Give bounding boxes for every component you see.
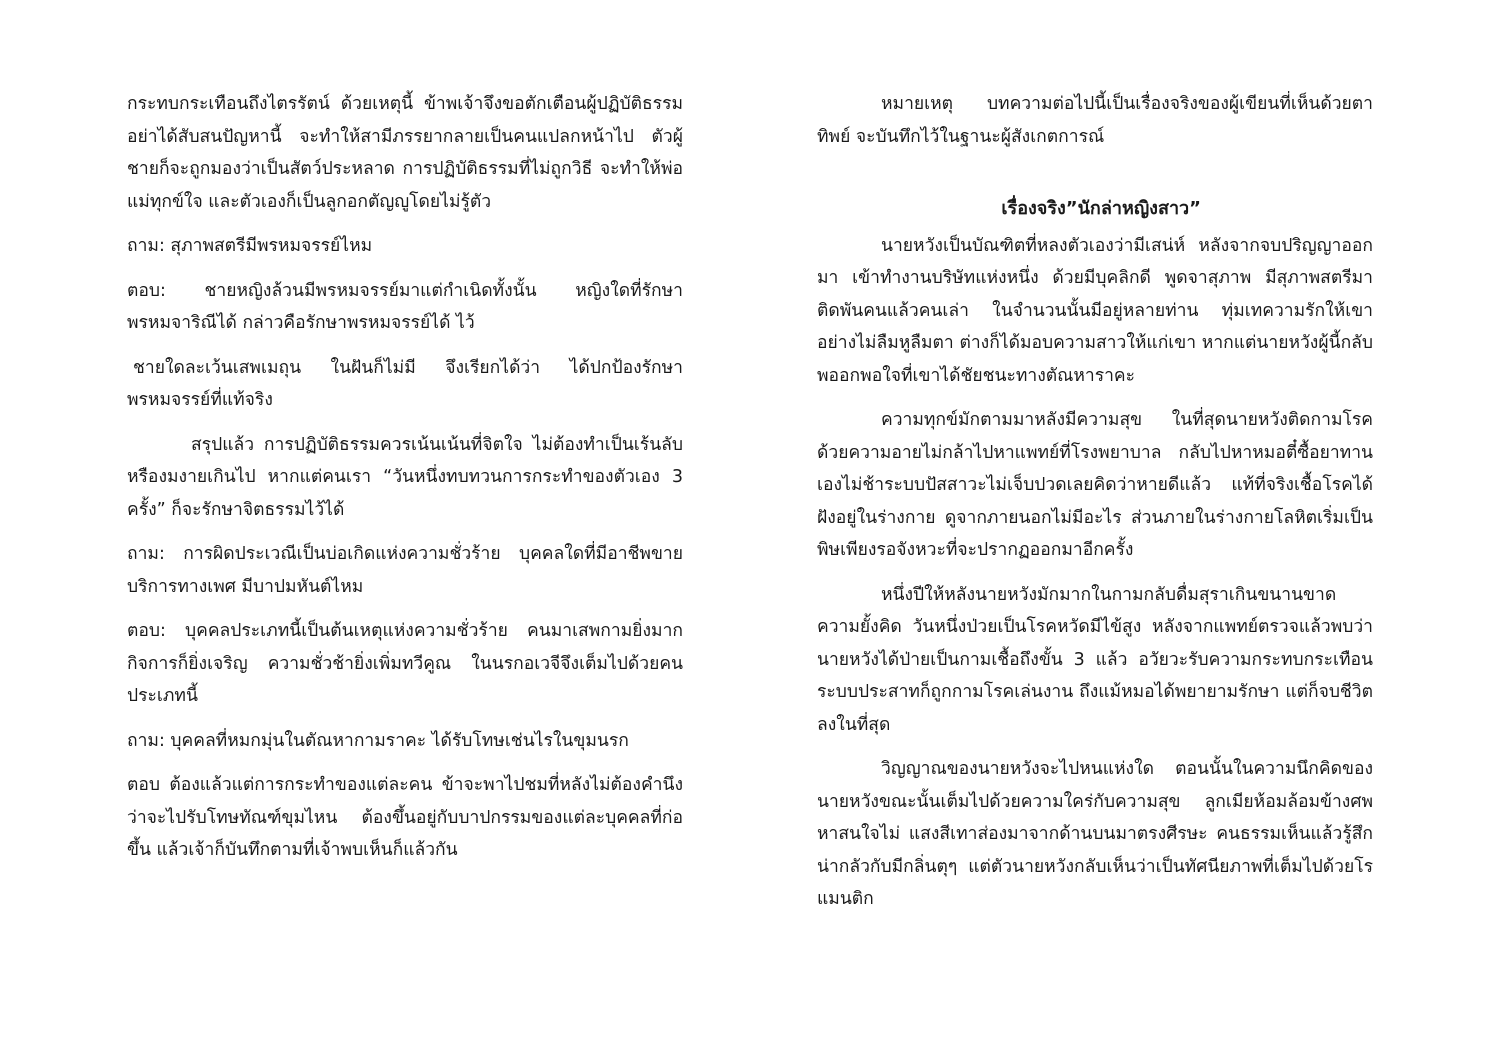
question-chastity: ถาม: สุภาพสตรีมีพรหมจรรย์ไหม	[127, 236, 373, 256]
answer-punishment: ตอบ ต้องแล้วแต่การกระทำของแต่ละคน ข้าจะพาไปชมที่หลังไม่ต้องคำนึงว่าจะไปรับโทษทัณฑ์ขุมไหน ต้องขึ้นอยู่กับบาปกรรมของแต่ละบุคคลที่ก่อขึ้น แล้วเจ้าก็บันทึกตามที่เจ้าพบเห็นก็แล้วกัน	[127, 775, 683, 860]
right-page	[817, 88, 1373, 928]
story-paragraph-3: หนึ่งปีให้หลังนายหวังมักมากในกามกลับดื่มสุราเกินขนานขาดความยั้งคิด วันหนึ่งป่วยเป็นโรคหวัดมีไข้สูง หลังจากแพทย์ตรวจแล้วพบว่านายหวังได้ป่ายเป็นกามเชื้อถึงขั้น 3 แล้ว อวัยวะรับความกระทบกระเทือนระบบประสาทก็ถูกกามโรคเล่นงาน ถึงแม้หมอได้พยายามรักษา แต่ก็จบชีวิตลงในที่สุด	[817, 584, 1373, 735]
answer-chastity-continued: ชายใดละเว้นเสพเมถุน ในฝันก็ไม่มี จึงเรียกได้ว่า ได้ปกป้องรักษาพรหมจรรย์ที่แท้จริง	[127, 357, 683, 410]
story-paragraph-1: นายหวังเป็นบัณฑิตที่หลงตัวเองว่ามีเสน่ห์ หลังจากจบปริญญาออกมา เข้าทำงานบริษัทแห่งหนึ่ง ด้วยมีบุคลิกดี พูดจาสุภาพ มีสุภาพสตรีมาติดพันคนแล้วคนเล่า ในจำนวนนั้นมีอยู่หลายท่าน ทุ่มเทความรักให้เขาอย่างไม่ลืมหูลืมตา ต่างก็ได้มอบความสาวให้แก่เขา หากแต่นายหวังผู้นี้กลับพออกพอใจที่เขาได้ชัยชนะทางตัณหาราคะ	[817, 235, 1373, 386]
question-adultery: ถาม: การผิดประเวณีเป็นบ่อเกิดแห่งความชั่วร้าย บุคคลใดที่มีอาชีพขายบริการทางเพศ มีบาปมหันต์ไหม	[127, 544, 683, 597]
left-page	[127, 88, 683, 879]
paragraph-summary: สรุปแล้ว การปฏิบัติธรรมควรเน้นเน้นที่จิตใจ ไม่ต้องทำเป็นเร้นลับหรืองมงายเกินไป หากแต่คนเรา “วันหนึ่งทบทวนการกระทำของตัวเอง 3 ครั้ง” ก็จะรักษาจิตธรรมไว้ได้	[127, 434, 683, 520]
question-punishment: ถาม: บุคคลที่หมกมุ่นในตัณหากามราคะ ได้รับโทษเช่นไรในขุมนรก	[127, 730, 629, 751]
author-note: หมายเหตุ บทความต่อไปนี้เป็นเรื่องจริงของผู้เขียนที่เห็นด้วยตาทิพย์ จะบันทึกไว้ในฐานะผู้สังเกตการณ์	[817, 94, 1373, 147]
story-paragraph-2: ความทุกข์มักตามมาหลังมีความสุข ในที่สุดนายหวังติดกามโรคด้วยความอายไม่กล้าไปหาแพทย์ที่โรงพยาบาล กลับไปหาหมอตี๋ซื้อยาทานเองไม่ช้าระบบปัสสาวะไม่เจ็บปวดเลยคิดว่าหายดีแล้ว แท้ที่จริงเชื้อโรคได้ฝังอยู่ในร่างกาย ดูจากภายนอกไม่มีอะไร ส่วนภายในร่างกายโลหิตเริ่มเป็นพิษเพียงรอจังหวะที่จะปรากฏออกมาอีกครั้ง	[817, 410, 1373, 560]
story-title: เรื่องจริง”นักล่าหญิงสาว”	[1001, 198, 1201, 219]
paragraph-intro: กระทบกระเทือนถึงไตรรัตน์ ด้วยเหตุนี้ ข้าพเจ้าจึงขอตักเตือนผู้ปฏิบัติธรรมอย่าได้สับสนปัญหานี้ จะทำให้สามีภรรยากลายเป็นคนแปลกหน้าไป ตัวผู้ชายก็จะถูกมองว่าเป็นสัตว์ประหลาด การปฏิบัติธรรมที่ไม่ถูกวิธี จะทำให้พ่อแม่ทุกข์ใจ และตัวเองก็เป็นลูกอกตัญญูโดยไม่รู้ตัว	[127, 94, 683, 212]
answer-adultery: ตอบ: บุคคลประเภทนี้เป็นต้นเหตุแห่งความชั่วร้าย คนมาเสพกามยิ่งมากกิจการก็ยิ่งเจริญ ความชั่วช้ายิ่งเพิ่มทวีคูณ ในนรกอเวจีจึงเต็มไปด้วยคนประเภทนี้	[127, 621, 683, 706]
story-paragraph-4: วิญญาณของนายหวังจะไปหนแห่งใด ตอนนั้นในความนึกคิดของนายหวังขณะนั้นเต็มไปด้วยความใคร่กับความสุข ลูกเมียห้อมล้อมข้างศพหาสนใจไม่ แสงสีเทาส่องมาจากด้านบนมาตรงศีรษะ คนธรรมเห็นแล้วรู้สึกน่ากลัวกับมีกลิ่นตุๆ แต่ตัวนายหวังกลับเห็นว่าเป็นทัศนียภาพที่เต็มไปด้วยโรแมนติก	[817, 759, 1373, 909]
answer-chastity: ตอบ: ชายหญิงล้วนมีพรหมจรรย์มาแต่กำเนิดทั้งนั้น หญิงใดที่รักษาพรหมจาริณีได้ กล่าวคือรักษาพรหมจรรย์ได้ ไว้	[127, 280, 683, 333]
